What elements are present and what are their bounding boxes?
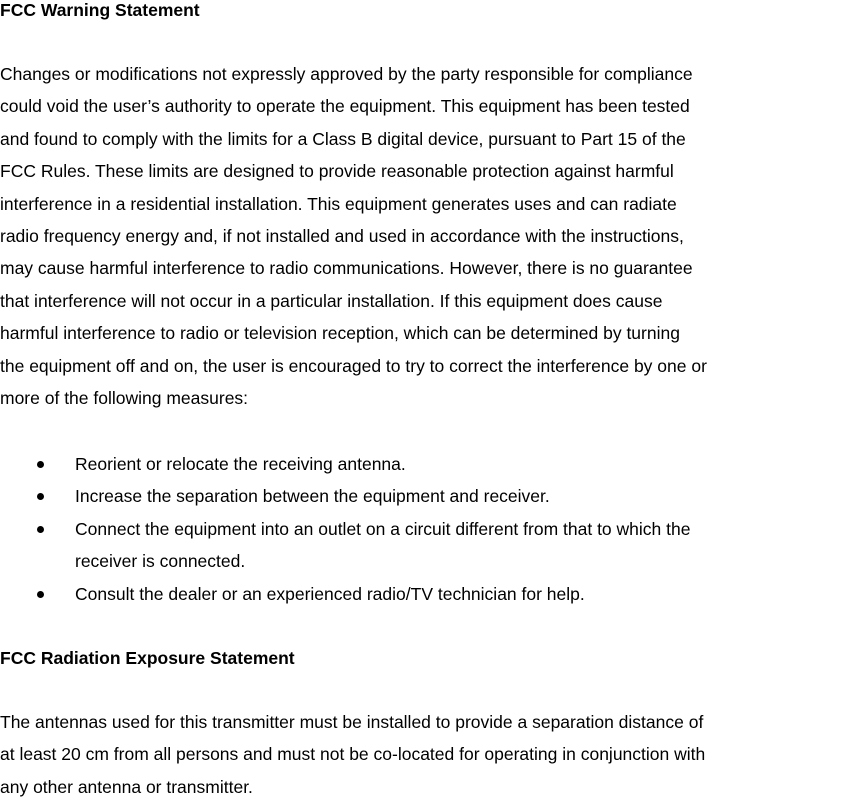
list-item (0, 578, 864, 610)
radiation-exposure-heading: FCC Radiation Exposure Statement (0, 648, 295, 668)
paragraph-line: more of the following measures: (0, 387, 249, 408)
list-item-text: Connect the equipment into an outlet on a circuit different from that to which the (75, 518, 691, 539)
paragraph-line: the equipment off and on, the user is encouraged to try to correct the interference by one or (0, 355, 707, 376)
list-item (0, 448, 864, 480)
paragraph-line: any other antenna or transmitter. (0, 776, 253, 797)
fcc-warning-heading: FCC Warning Statement (0, 0, 200, 20)
bullet-icon (37, 526, 44, 533)
list-item (0, 480, 864, 512)
bullet-icon (37, 591, 44, 598)
paragraph-line: could void the user’s authority to operate the equipment. This equipment has been tested (0, 96, 690, 117)
bullet-icon (37, 493, 44, 500)
list-item-text: Increase the separation between the equipment and receiver. (75, 486, 550, 507)
paragraph-line: Changes or modifications not expressly approved by the party responsible for compliance (0, 64, 693, 84)
paragraph-line: interference in a residential installation. This equipment generates uses and can radiate (0, 193, 677, 214)
fcc-warning-paragraph (0, 58, 864, 414)
paragraph-line: FCC Rules. These limits are designed to provide reasonable protection against harmful (0, 161, 674, 182)
list-item-text: Reorient or relocate the receiving antenna. (75, 454, 406, 474)
list-item-text: Consult the dealer or an experienced radio/TV technician for help. (75, 583, 585, 604)
radiation-exposure-paragraph (0, 706, 864, 803)
paragraph-line: that interference will not occur in a particular installation. If this equipment does cause (0, 290, 663, 311)
measures-list (0, 448, 864, 610)
bullet-icon (37, 461, 44, 468)
paragraph-line: at least 20 cm from all persons and must not be co-located for operating in conjunction with (0, 744, 706, 765)
paragraph-line: The antennas used for this transmitter must be installed to provide a separation distance of (0, 712, 704, 732)
list-item (0, 513, 864, 578)
list-item-text: receiver is connected. (75, 551, 246, 572)
paragraph-line: radio frequency energy and, if not installed and used in accordance with the instructions, (0, 225, 684, 246)
paragraph-line: harmful interference to radio or television reception, which can be determined by turning (0, 323, 680, 344)
paragraph-line: and found to comply with the limits for a Class B digital device, pursuant to Part 15 of the (0, 128, 686, 149)
paragraph-line: may cause harmful interference to radio communications. However, there is no guarantee (0, 258, 693, 279)
